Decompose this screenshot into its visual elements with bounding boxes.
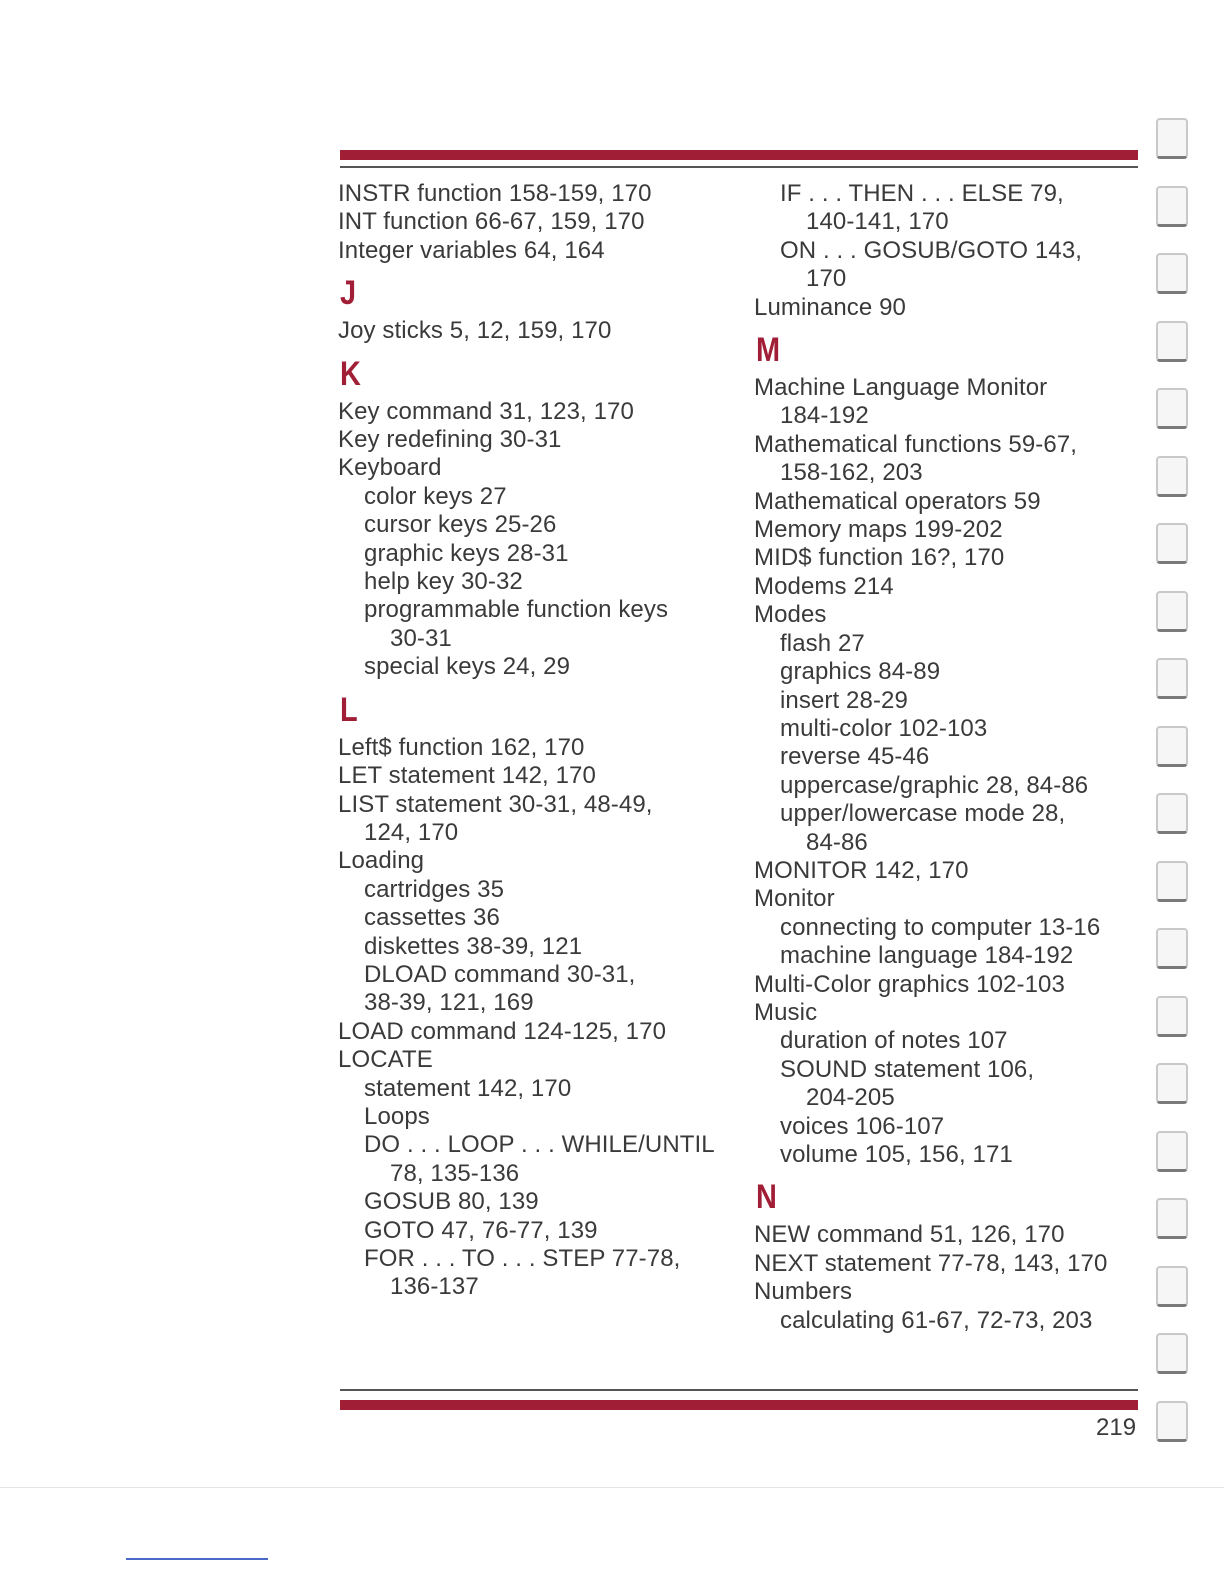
index-subentry: 204-205 bbox=[806, 1084, 895, 1112]
index-entry: Memory maps 199-202 bbox=[754, 516, 1003, 544]
index-column-right bbox=[754, 180, 1154, 1335]
binding-hole bbox=[1156, 253, 1188, 294]
index-subentry: flash 27 bbox=[780, 629, 865, 657]
index-entry: Integer variables 64, 164 bbox=[338, 236, 605, 264]
index-subentry: 170 bbox=[806, 265, 847, 293]
index-entry: Modes bbox=[754, 601, 827, 629]
index-subentry: SOUND statement 106, bbox=[780, 1055, 1035, 1083]
index-entry: Keyboard bbox=[338, 454, 442, 482]
binding-hole bbox=[1156, 1266, 1188, 1307]
index-subentry: 184-192 bbox=[780, 402, 869, 430]
binding-hole bbox=[1156, 456, 1188, 497]
index-subentry: insert 28-29 bbox=[780, 686, 908, 714]
binding-hole bbox=[1156, 591, 1188, 632]
index-subentry: GOSUB 80, 139 bbox=[364, 1188, 539, 1216]
index-entry: LOCATE bbox=[338, 1046, 433, 1074]
binding-hole bbox=[1156, 321, 1188, 362]
index-entry: Key redefining 30-31 bbox=[338, 426, 562, 454]
index-subentry: volume 105, 156, 171 bbox=[780, 1141, 1013, 1168]
index-subentry: 140-141, 170 bbox=[806, 208, 949, 236]
bottom-thin-rule bbox=[340, 1389, 1138, 1391]
index-subentry: IF . . . THEN . . . ELSE 79, bbox=[780, 180, 1064, 207]
index-entry: Monitor bbox=[754, 885, 835, 913]
index-subentry: DO . . . LOOP . . . WHILE/UNTIL bbox=[364, 1131, 715, 1159]
index-subentry: special keys 24, 29 bbox=[364, 653, 571, 681]
spiral-binding bbox=[1152, 118, 1192, 1458]
index-subentry: duration of notes 107 bbox=[780, 1027, 1008, 1055]
section-letter: J bbox=[340, 274, 357, 313]
binding-hole bbox=[1156, 388, 1188, 429]
binding-hole bbox=[1156, 523, 1188, 564]
index-subentry: machine language 184-192 bbox=[780, 942, 1074, 970]
binding-hole bbox=[1156, 1401, 1188, 1442]
index-entry: Mathematical functions 59-67, bbox=[754, 430, 1078, 458]
binding-hole bbox=[1156, 1333, 1188, 1374]
binding-hole bbox=[1156, 928, 1188, 969]
index-subentry: graphics 84-89 bbox=[780, 658, 941, 686]
index-subentry: diskettes 38-39, 121 bbox=[364, 932, 583, 960]
index-subentry: DLOAD command 30-31, bbox=[364, 960, 636, 988]
index-subentry: 124, 170 bbox=[364, 818, 459, 846]
index-entry: Loading bbox=[338, 847, 425, 875]
binding-hole bbox=[1156, 996, 1188, 1037]
index-entry: INT function 66-67, 159, 170 bbox=[338, 208, 645, 236]
bottom-accent-rule bbox=[340, 1400, 1138, 1410]
index-subentry: 136-137 bbox=[390, 1273, 479, 1301]
binding-hole bbox=[1156, 1063, 1188, 1104]
index-subentry: connecting to computer 13-16 bbox=[780, 913, 1101, 941]
binding-hole bbox=[1156, 118, 1188, 159]
top-accent-rule bbox=[340, 150, 1138, 160]
index-subentry: statement 142, 170 bbox=[364, 1074, 572, 1102]
index-entry: MID$ function 16?, 170 bbox=[754, 544, 1005, 572]
index-entry: INSTR function 158-159, 170 bbox=[338, 180, 652, 207]
link-underline bbox=[126, 1558, 268, 1560]
index-subentry: GOTO 47, 76-77, 139 bbox=[364, 1216, 598, 1244]
section-letter: K bbox=[340, 354, 361, 393]
index-subentry: 38-39, 121, 169 bbox=[364, 989, 534, 1017]
index-subentry: upper/lowercase mode 28, bbox=[780, 800, 1066, 828]
index-entry: Modems 214 bbox=[754, 572, 894, 600]
binding-hole bbox=[1156, 861, 1188, 902]
index-entry: LET statement 142, 170 bbox=[338, 762, 596, 790]
index-column-left bbox=[338, 180, 738, 1302]
index-subentry: cartridges 35 bbox=[364, 875, 505, 903]
index-subentry: 78, 135-136 bbox=[390, 1159, 520, 1187]
section-letter: L bbox=[340, 690, 358, 729]
index-subentry: ON . . . GOSUB/GOTO 143, bbox=[780, 236, 1083, 264]
index-subentry: Loops bbox=[364, 1102, 430, 1130]
index-entry: MONITOR 142, 170 bbox=[754, 856, 969, 884]
section-letter: N bbox=[756, 1178, 777, 1217]
index-subentry: cursor keys 25-26 bbox=[364, 511, 557, 539]
index-entry: Machine Language Monitor bbox=[754, 374, 1048, 402]
binding-hole bbox=[1156, 186, 1188, 227]
index-subentry: graphic keys 28-31 bbox=[364, 539, 569, 567]
index-subentry: FOR . . . TO . . . STEP 77-78, bbox=[364, 1245, 681, 1272]
index-subentry: uppercase/graphic 28, 84-86 bbox=[780, 771, 1089, 799]
index-entry: NEW command 51, 126, 170 bbox=[754, 1221, 1065, 1249]
index-entry: LIST statement 30-31, 48-49, bbox=[338, 790, 653, 818]
index-subentry: calculating 61-67, 72-73, 203 bbox=[780, 1306, 1093, 1334]
index-subentry: help key 30-32 bbox=[364, 568, 523, 596]
binding-hole bbox=[1156, 658, 1188, 699]
scan-edge-line bbox=[0, 1487, 1224, 1488]
binding-hole bbox=[1156, 1131, 1188, 1172]
section-letter: M bbox=[756, 331, 781, 370]
index-subentry: 30-31 bbox=[390, 624, 452, 652]
index-subentry: 84-86 bbox=[806, 828, 868, 856]
index-entry: Mathematical operators 59 bbox=[754, 487, 1041, 515]
top-thin-rule bbox=[340, 166, 1138, 168]
index-subentry: color keys 27 bbox=[364, 482, 507, 510]
index-entry: Multi-Color graphics 102-103 bbox=[754, 970, 1065, 998]
index-entry: Left$ function 162, 170 bbox=[338, 733, 585, 761]
index-entry: NEXT statement 77-78, 143, 170 bbox=[754, 1249, 1108, 1277]
index-subentry: programmable function keys bbox=[364, 596, 669, 624]
page-number: 219 bbox=[1096, 1414, 1137, 1441]
binding-hole bbox=[1156, 726, 1188, 767]
index-subentry: reverse 45-46 bbox=[780, 743, 930, 771]
index-subentry: cassettes 36 bbox=[364, 904, 500, 932]
binding-hole bbox=[1156, 1198, 1188, 1239]
binding-hole bbox=[1156, 793, 1188, 834]
index-entry: Luminance 90 bbox=[754, 293, 906, 321]
index-entry: Joy sticks 5, 12, 159, 170 bbox=[338, 317, 612, 345]
index-entry: Key command 31, 123, 170 bbox=[338, 397, 634, 425]
index-subentry: multi-color 102-103 bbox=[780, 714, 988, 742]
index-entry: Music bbox=[754, 998, 818, 1026]
index-entry: Numbers bbox=[754, 1278, 853, 1306]
index-entry: LOAD command 124-125, 170 bbox=[338, 1017, 667, 1045]
index-subentry: 158-162, 203 bbox=[780, 459, 923, 487]
index-subentry: voices 106-107 bbox=[780, 1112, 945, 1140]
